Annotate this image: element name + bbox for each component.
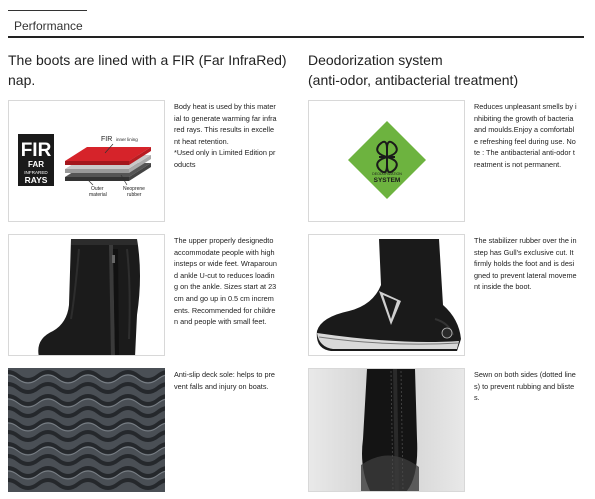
description-line: g on the ankle. Sizes start at 23 <box>174 282 277 292</box>
right-title <box>308 50 518 90</box>
description-line: ial to generate warming far infra <box>174 113 277 123</box>
seam-image <box>308 368 465 492</box>
tab-divider <box>8 36 584 38</box>
deodorization-image <box>308 100 465 222</box>
diagram-inner-lining-label: inner lining <box>116 137 138 142</box>
stabilizer-description <box>474 235 586 293</box>
deodor-logo-line2: SYSTEM <box>373 177 401 184</box>
description-line: s) to prevent rubbing and bliste <box>474 381 575 391</box>
left-title-line2: nap. <box>8 72 36 88</box>
seam-photo <box>361 369 419 492</box>
deodorization-description <box>474 101 586 171</box>
deodorization-logo <box>348 121 426 199</box>
right-title-line2: (anti-odor, antibacterial treatment) <box>308 72 519 88</box>
description-line: n and people with small feet. <box>174 317 267 327</box>
section-tab <box>8 10 584 38</box>
deck-sole-description <box>174 369 286 392</box>
description-line: nt inside the boot. <box>474 282 532 292</box>
fir-description <box>174 101 286 171</box>
left-title <box>8 50 287 90</box>
description-line: firmly holds the foot and is desi <box>474 259 575 269</box>
description-line: Body heat is used by this mater <box>174 102 276 111</box>
diagram-fir-label: FIR <box>101 136 113 143</box>
diagram-neoprene-label: Neoprene <box>123 186 145 192</box>
description-line: e refreshing feel during use. No <box>474 136 576 146</box>
fir-logo-rays: RAYS <box>24 175 48 185</box>
description-line: te : The antibacterial anti-odor t <box>474 148 575 158</box>
fir-logo-far: FAR <box>28 160 44 169</box>
left-title-line1: The boots are lined with a FIR (Far InfraRed) <box>8 52 287 68</box>
fir-logo-big: FIR <box>20 140 52 161</box>
description-line: gned to prevent lateral moveme <box>474 270 577 280</box>
description-line: insteps or wide feet. Wraparoun <box>174 259 277 269</box>
description-line: vent falls and injury on boats. <box>174 381 269 391</box>
fir-logo <box>18 134 54 186</box>
description-line: oducts <box>174 159 196 169</box>
boot-upper-image <box>8 234 165 356</box>
seam-description <box>474 369 586 404</box>
description-line: nhibiting the growth of bacteria <box>474 113 574 123</box>
description-line: step has Gull's exclusive cut. It <box>474 247 574 257</box>
description-line: accommodate people with high <box>174 247 275 257</box>
description-line: Sewn on both sides (dotted line <box>474 370 576 379</box>
fir-lining-image <box>8 100 165 222</box>
diagram-outer-label: Outer <box>91 186 104 192</box>
upper-description <box>174 235 286 328</box>
deck-sole-image <box>8 368 165 492</box>
description-line: Anti-slip deck sole: helps to pre <box>174 370 275 379</box>
description-line: nt heat retention. <box>174 136 229 146</box>
description-line: ents. Recommended for childre <box>174 305 276 315</box>
description-line: The stabilizer rubber over the in <box>474 236 577 245</box>
deodor-logo-line1: DEODORIZATION <box>372 172 402 176</box>
description-line: The upper properly designedto <box>174 236 274 245</box>
description-line: s. <box>474 393 480 403</box>
fir-logo-infrared: INFRARED <box>24 170 48 175</box>
tab-performance[interactable]: Performance <box>8 10 87 37</box>
right-title-line1: Deodorization system <box>308 52 443 68</box>
description-line: Reduces unpleasant smells by i <box>474 102 577 111</box>
layer-diagram <box>65 144 151 185</box>
description-line: d ankle U-cut to reduces loadin <box>174 270 275 280</box>
description-line: and moulds.Enjoy a comfortabl <box>474 125 575 135</box>
description-line: reatment is not permanent. <box>474 159 562 169</box>
boot-side-image <box>308 234 465 356</box>
description-line: *Used only in Limited Edition pr <box>174 148 276 158</box>
diagram-material-label: material <box>89 192 107 198</box>
diagram-rubber-label: rubber <box>127 192 142 198</box>
description-line: red rays. This results in excelle <box>174 125 275 135</box>
description-line: cm and go up in 0.5 cm increm <box>174 293 274 303</box>
